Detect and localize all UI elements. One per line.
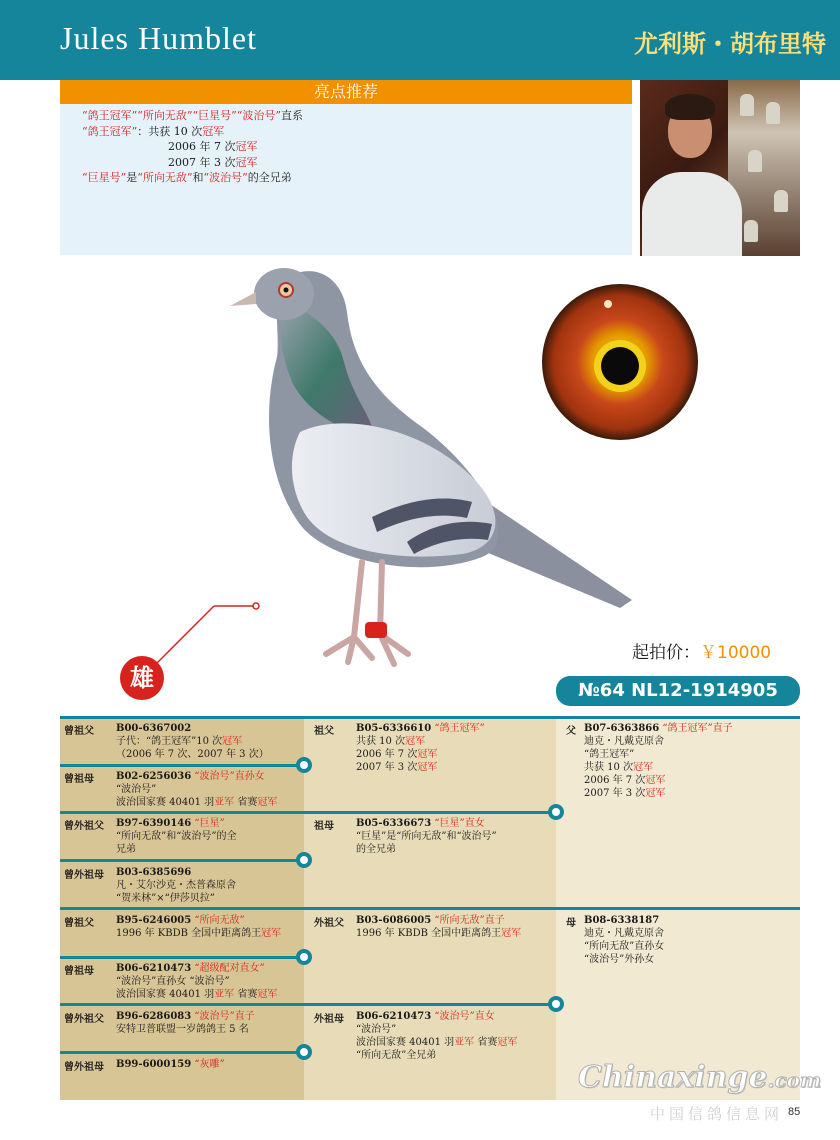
highlight-red-text: “所向无敌” — [137, 171, 193, 184]
eye-closeup — [540, 282, 700, 442]
gf2-label: 外祖父 — [314, 918, 344, 929]
price-label: 起拍价： — [632, 643, 700, 663]
ring-id: B08-6338187 — [584, 915, 660, 926]
gf1-label: 祖父 — [314, 726, 334, 737]
pigeon-leg — [380, 562, 408, 664]
ring-id: B06-6210473 — [356, 1011, 432, 1022]
entry-line — [584, 774, 733, 787]
divider-line — [60, 1003, 556, 1006]
watermark-chinese: 中国信鸽信息网 — [650, 1105, 784, 1123]
breeder-hair — [665, 94, 715, 120]
entry-red-text: 冠军 — [645, 775, 666, 786]
entry-line — [116, 796, 277, 809]
trophy-icon — [740, 94, 754, 116]
entry-line: “巨星”是“所向无敌”和“波治号” — [356, 831, 497, 842]
entry-text: 省赛 — [234, 797, 258, 808]
entry-text: 共获 10 次 — [356, 736, 406, 747]
entry-text: 共获 10 次 — [584, 762, 634, 773]
ring-id: B00-6367002 — [116, 723, 192, 734]
entry-line: “所向无敌”直孙女 — [584, 941, 665, 952]
highlight-text: 2007 年 3 次 — [168, 155, 236, 169]
ggf2-entry — [116, 817, 236, 856]
highlights-box — [60, 80, 632, 255]
watermark-suffix: .com — [767, 1068, 822, 1092]
breeder-photo — [640, 80, 800, 256]
entry-line — [356, 914, 521, 927]
divider-line — [60, 811, 556, 814]
highlight-text: 2006 年 7 次 — [168, 140, 236, 153]
entry-line — [116, 927, 281, 940]
highlight-text: 是 — [126, 171, 138, 184]
ggm4-label: 曾外祖母 — [64, 1062, 104, 1073]
entry-line: “波治号”直孙女 “波治号” — [116, 976, 230, 987]
entry-line — [356, 761, 485, 774]
entry-red-text: 冠军 — [497, 1037, 518, 1048]
entry-line: 安特卫普联盟一岁鸽鸽王 5 名 — [116, 1024, 249, 1035]
ggf3-label: 曾祖父 — [64, 918, 94, 929]
entry-line — [584, 787, 733, 800]
highlight-line — [82, 108, 632, 124]
entry-red-text: “超级配对直女” — [194, 963, 265, 974]
entry-line — [116, 914, 281, 927]
entry-red-text: 亚军 — [454, 1037, 475, 1048]
entry-red-text: 冠军 — [417, 762, 438, 773]
ring-id: B95-6246005 — [116, 915, 192, 926]
mother-label: 母 — [566, 918, 576, 929]
highlight-red-text: 冠军 — [235, 155, 258, 169]
entry-text: 波治国家赛 40401 羽 — [356, 1037, 455, 1048]
divider-line — [60, 859, 304, 862]
entry-red-text: 冠军 — [417, 749, 438, 760]
ggm2-label: 曾外祖母 — [64, 870, 104, 881]
ring-id: B03-6385696 — [116, 867, 192, 878]
entry-line — [356, 817, 497, 830]
entry-red-text: 亚军 — [214, 989, 235, 1000]
entry-red-text: 冠军 — [405, 736, 426, 747]
ggm3-label: 曾祖母 — [64, 966, 94, 977]
divider-line — [60, 716, 800, 719]
ggf3-entry — [116, 914, 281, 940]
ggm2-entry — [116, 866, 236, 905]
page-header — [0, 0, 840, 80]
ring-id: B99-6000159 — [116, 1059, 192, 1070]
eye-pupil — [601, 347, 639, 385]
entry-text: 1996 年 KBDB 全国中距离鸽王 — [356, 928, 502, 939]
ring-id: B07-6363866 — [584, 723, 660, 734]
highlight-line — [82, 170, 632, 186]
ring-id: B96-6286083 — [116, 1011, 192, 1022]
highlight-red-text: “鸽王冠军” — [82, 124, 138, 138]
entry-line — [116, 1010, 255, 1023]
entry-red-text: 冠军 — [501, 928, 522, 939]
entry-red-text: “波治号”直女 — [434, 1011, 495, 1022]
entry-red-text: 冠军 — [261, 928, 282, 939]
divider-line — [60, 764, 304, 767]
entry-line — [356, 1010, 517, 1023]
entry-red-text: 冠军 — [222, 736, 243, 747]
starting-price — [632, 638, 771, 663]
entry-red-text: “所向无敌” — [194, 915, 245, 926]
entry-line — [584, 761, 733, 774]
ring-id: B06-6210473 — [116, 963, 192, 974]
entry-red-text: 冠军 — [257, 989, 278, 1000]
highlight-red-text: “鸽王冠军”“所向无敌”“巨星号”“波治号” — [82, 109, 281, 122]
highlight-line — [82, 139, 632, 155]
entry-line: “所向无敌”全兄弟 — [356, 1050, 437, 1061]
ggm1-label: 曾祖母 — [64, 774, 94, 785]
entry-line — [356, 735, 485, 748]
ggm4-entry — [116, 1058, 225, 1071]
pedigree-chart — [60, 716, 800, 1100]
entry-line: 迪克・凡戴克原舍 — [584, 736, 664, 747]
entry-line: 兄弟 — [116, 844, 136, 855]
entry-text: 2006 年 7 次 — [356, 749, 418, 760]
gm2-label: 外祖母 — [314, 1014, 344, 1025]
entry-line: 凡・艾尔沙克・杰普森原舍 — [116, 880, 236, 891]
connector-node — [296, 852, 312, 868]
ggf1-label: 曾祖父 — [64, 726, 94, 737]
entry-text: 2006 年 7 次 — [584, 775, 646, 786]
entry-red-text: 冠军 — [645, 788, 666, 799]
divider-line — [60, 1051, 304, 1054]
trophy-icon — [744, 220, 758, 242]
watermark-text: Chinaxinge — [578, 1060, 768, 1095]
father-entry — [584, 722, 733, 800]
entry-red-text: “巨星”直女 — [434, 818, 485, 829]
ring-id: B02-6256036 — [116, 771, 192, 782]
entry-red-text: 冠军 — [257, 797, 278, 808]
connector-node — [548, 996, 564, 1012]
highlight-text: 直系 — [281, 109, 303, 122]
entry-text: 2007 年 3 次 — [584, 788, 646, 799]
entry-red-text: “鸽王冠军” — [434, 723, 485, 734]
highlights-text — [60, 104, 632, 186]
connector-node — [548, 804, 564, 820]
gf2-entry — [356, 914, 521, 940]
ggm1-entry — [116, 770, 277, 809]
entry-red-text: “波治号”直孙女 — [194, 771, 265, 782]
entry-line: “波治号”外孙女 — [584, 954, 655, 965]
entry-text: 子代：“鸽王冠军”10 次 — [116, 736, 223, 747]
connector-node — [296, 757, 312, 773]
entry-red-text: “巨星” — [194, 818, 225, 829]
entry-red-text: “鸽王冠军”直子 — [662, 723, 733, 734]
entry-red-text: “波治号”直子 — [194, 1011, 255, 1022]
highlight-line — [82, 124, 632, 140]
highlight-red-text: “波治号” — [203, 171, 248, 184]
highlight-text: 的全兄弟 — [247, 171, 292, 184]
breeder-body — [642, 172, 742, 256]
ring-number-badge: №64 NL12-1914905 — [556, 676, 800, 706]
entry-line: “贺米林”×“伊莎贝拉” — [116, 893, 215, 904]
highlight-text: 和 — [192, 171, 204, 184]
entry-line: “波治号” — [116, 784, 157, 795]
entry-red-text: “所向无敌”直子 — [434, 915, 505, 926]
entry-line: 迪克・凡戴克原舍 — [584, 928, 664, 939]
highlight-line — [82, 155, 632, 171]
entry-text: 波治国家赛 40401 羽 — [116, 797, 215, 808]
entry-red-text: 亚军 — [214, 797, 235, 808]
ring-id: B97-6390146 — [116, 818, 192, 829]
entry-text: 省赛 — [234, 989, 258, 1000]
entry-text: 1996 年 KBDB 全国中距离鸽王 — [116, 928, 262, 939]
entry-line — [356, 927, 521, 940]
entry-text: 2007 年 3 次 — [356, 762, 418, 773]
divider-line — [60, 907, 800, 910]
gender-badge: 雄 — [120, 656, 164, 700]
entry-line: “波治号” — [356, 1024, 397, 1035]
ring-id: B05-6336610 — [356, 723, 432, 734]
entry-line — [116, 817, 236, 830]
entry-text: 省赛 — [474, 1037, 498, 1048]
highlight-text: ：共获 10 次 — [137, 124, 203, 138]
gm1-label: 祖母 — [314, 821, 334, 832]
father-label: 父 — [566, 726, 576, 737]
entry-line — [356, 722, 485, 735]
trophy-icon — [766, 102, 780, 124]
ring-id: B03-6086005 — [356, 915, 432, 926]
entry-line — [116, 770, 277, 783]
page-number: 85 — [788, 1106, 801, 1118]
highlight-red-text: “巨星号” — [82, 171, 127, 184]
pigeon-pupil — [284, 288, 289, 293]
entry-line — [356, 748, 485, 761]
entry-line — [116, 735, 269, 748]
loft-name-english: Jules Humblet — [60, 20, 257, 56]
connector-node — [296, 949, 312, 965]
gm1-entry — [356, 817, 497, 856]
highlight-red-text: 冠军 — [202, 124, 225, 138]
entry-line — [116, 1058, 225, 1071]
pigeon-ring — [365, 622, 387, 638]
pigeon-leg — [326, 562, 372, 662]
gender-pointer — [150, 600, 270, 670]
gf1-entry — [356, 722, 485, 774]
price-value: ￥10000 — [700, 643, 772, 663]
entry-line — [116, 962, 277, 975]
highlight-red-text: 冠军 — [235, 140, 258, 153]
highlights-title: 亮点推荐 — [60, 80, 632, 104]
ggf4-entry — [116, 1010, 255, 1036]
loft-name-chinese: 尤利斯・胡布里特 — [634, 29, 826, 58]
trophy-icon — [774, 190, 788, 212]
trophy-icon — [748, 150, 762, 172]
eye-highlight — [604, 300, 612, 308]
entry-line: （2006 年 7 次、2007 年 3 次） — [116, 749, 269, 760]
entry-text: 波治国家赛 40401 羽 — [116, 989, 215, 1000]
ggf2-label: 曾外祖父 — [64, 821, 104, 832]
ggm3-entry — [116, 962, 277, 1001]
entry-line: “所向无敌”和“波治号”的全 — [116, 831, 237, 842]
ggf1-entry — [116, 722, 269, 761]
gm2-entry — [356, 1010, 517, 1062]
entry-line — [356, 1036, 517, 1049]
entry-line — [584, 722, 733, 735]
entry-line: “鸽王冠军” — [584, 749, 635, 760]
watermark-logo — [578, 1060, 821, 1095]
ring-id: B05-6336673 — [356, 818, 432, 829]
entry-line: 的全兄弟 — [356, 844, 396, 855]
pigeon-beak — [230, 292, 256, 306]
connector-node — [296, 1044, 312, 1060]
divider-line — [60, 956, 304, 959]
ggf4-label: 曾外祖父 — [64, 1014, 104, 1025]
entry-red-text: 冠军 — [633, 762, 654, 773]
entry-line — [116, 988, 277, 1001]
mother-entry — [584, 914, 664, 966]
entry-red-text: “灰雕” — [194, 1059, 225, 1070]
